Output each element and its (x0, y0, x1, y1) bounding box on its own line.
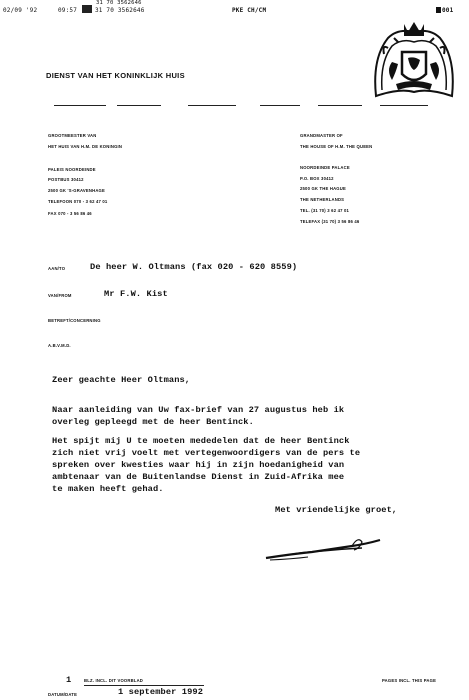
body-line: te maken heeft gehad. (52, 484, 164, 494)
org-title: DIENST VAN HET KONINKLIJK HUIS (46, 71, 185, 80)
left-address-line: TELEFOON 070 - 3 62 47 01 (48, 199, 108, 204)
body-line: Het spijt mij U te moeten mededelen dat de heer Bentinck (52, 436, 350, 446)
right-address-line: THE NETHERLANDS (300, 197, 345, 202)
fax-station: PKE CH/CM (232, 7, 267, 14)
body-line: Naar aanleiding van Uw fax-brief van 27 augustus heb ik (52, 405, 345, 415)
salutation: Zeer geachte Heer Oltmans, (52, 375, 191, 385)
subject-label: BETREFT/CONCERNING (48, 318, 101, 323)
divider-rule (188, 105, 236, 106)
to-value: De heer W. Oltmans (fax 020 - 620 8559) (90, 262, 298, 272)
right-address-line: NOORDEINDE PALACE (300, 165, 350, 170)
fax-page-icon (436, 7, 441, 13)
left-address-line: PALEIS NOORDEINDE (48, 167, 96, 172)
fax-number-top: 31 70 3562646 (96, 0, 142, 6)
right-address-line: 2500 GK THE HAGUE (300, 186, 346, 191)
pages-count: 1 (66, 675, 72, 685)
divider-rule (260, 105, 300, 106)
fax-time: 09:57 (58, 7, 78, 14)
date-value: 1 september 1992 (118, 687, 204, 697)
right-heading-line: THE HOUSE OF H.M. THE QUEEN (300, 144, 373, 149)
right-address-line: P.O. BOX 30412 (300, 176, 334, 181)
left-address-line: POSTBUS 30412 (48, 177, 84, 182)
divider-rule (54, 105, 106, 106)
pages-label-en: PAGES INCL. THIS PAGE (382, 678, 437, 683)
fax-number: 31 70 3562646 (95, 7, 145, 14)
divider-rule (380, 105, 428, 106)
fax-date: 02/09 '92 (3, 7, 38, 14)
to-label: AAN/TO (48, 266, 66, 271)
left-heading-line: HET HUIS VAN H.M. DE KONINGIN (48, 144, 123, 149)
left-address-line: 2500 GK 'S-GRAVENHAGE (48, 188, 106, 193)
closing: Met vriendelijke groet, (275, 505, 398, 515)
right-address-line: TELEFAX (31 70) 3 56 86 46 (300, 219, 360, 224)
body-line: spreken over kwesties waar hij in zijn hoedanigheid van (52, 460, 345, 470)
pages-label: BLZ. INCL. DIT VOORBLAD (84, 678, 144, 683)
royal-coat-of-arms-icon (368, 18, 460, 108)
fax-logo-mark (82, 5, 92, 13)
body-line: ambtenaar van de Buitenlandse Dienst in Zuid-Afrika mee (52, 472, 345, 482)
fax-page: 001 (442, 7, 454, 14)
left-address-line: FAX 070 - 3 56 86 46 (48, 211, 92, 216)
left-heading-line: GROOTMEESTER VAN (48, 133, 97, 138)
date-label: DATUM/DATE (48, 692, 78, 697)
cc-label: A.B.V.M.D. (48, 343, 71, 348)
right-address-line: TEL. (31 70) 3 62 47 01 (300, 208, 350, 213)
right-heading-line: GRANDMASTER OF (300, 133, 343, 138)
signature (262, 532, 392, 564)
from-value: Mr F.W. Kist (104, 289, 168, 299)
body-line: overleg gepleegd met de heer Bentinck. (52, 417, 254, 427)
pages-underline (84, 685, 204, 686)
divider-rule (117, 105, 161, 106)
from-label: VAN/FROM (48, 293, 72, 298)
divider-rule (318, 105, 362, 106)
body-line: zich niet vrij voelt met vertegenwoordigers van de pers te (52, 448, 361, 458)
